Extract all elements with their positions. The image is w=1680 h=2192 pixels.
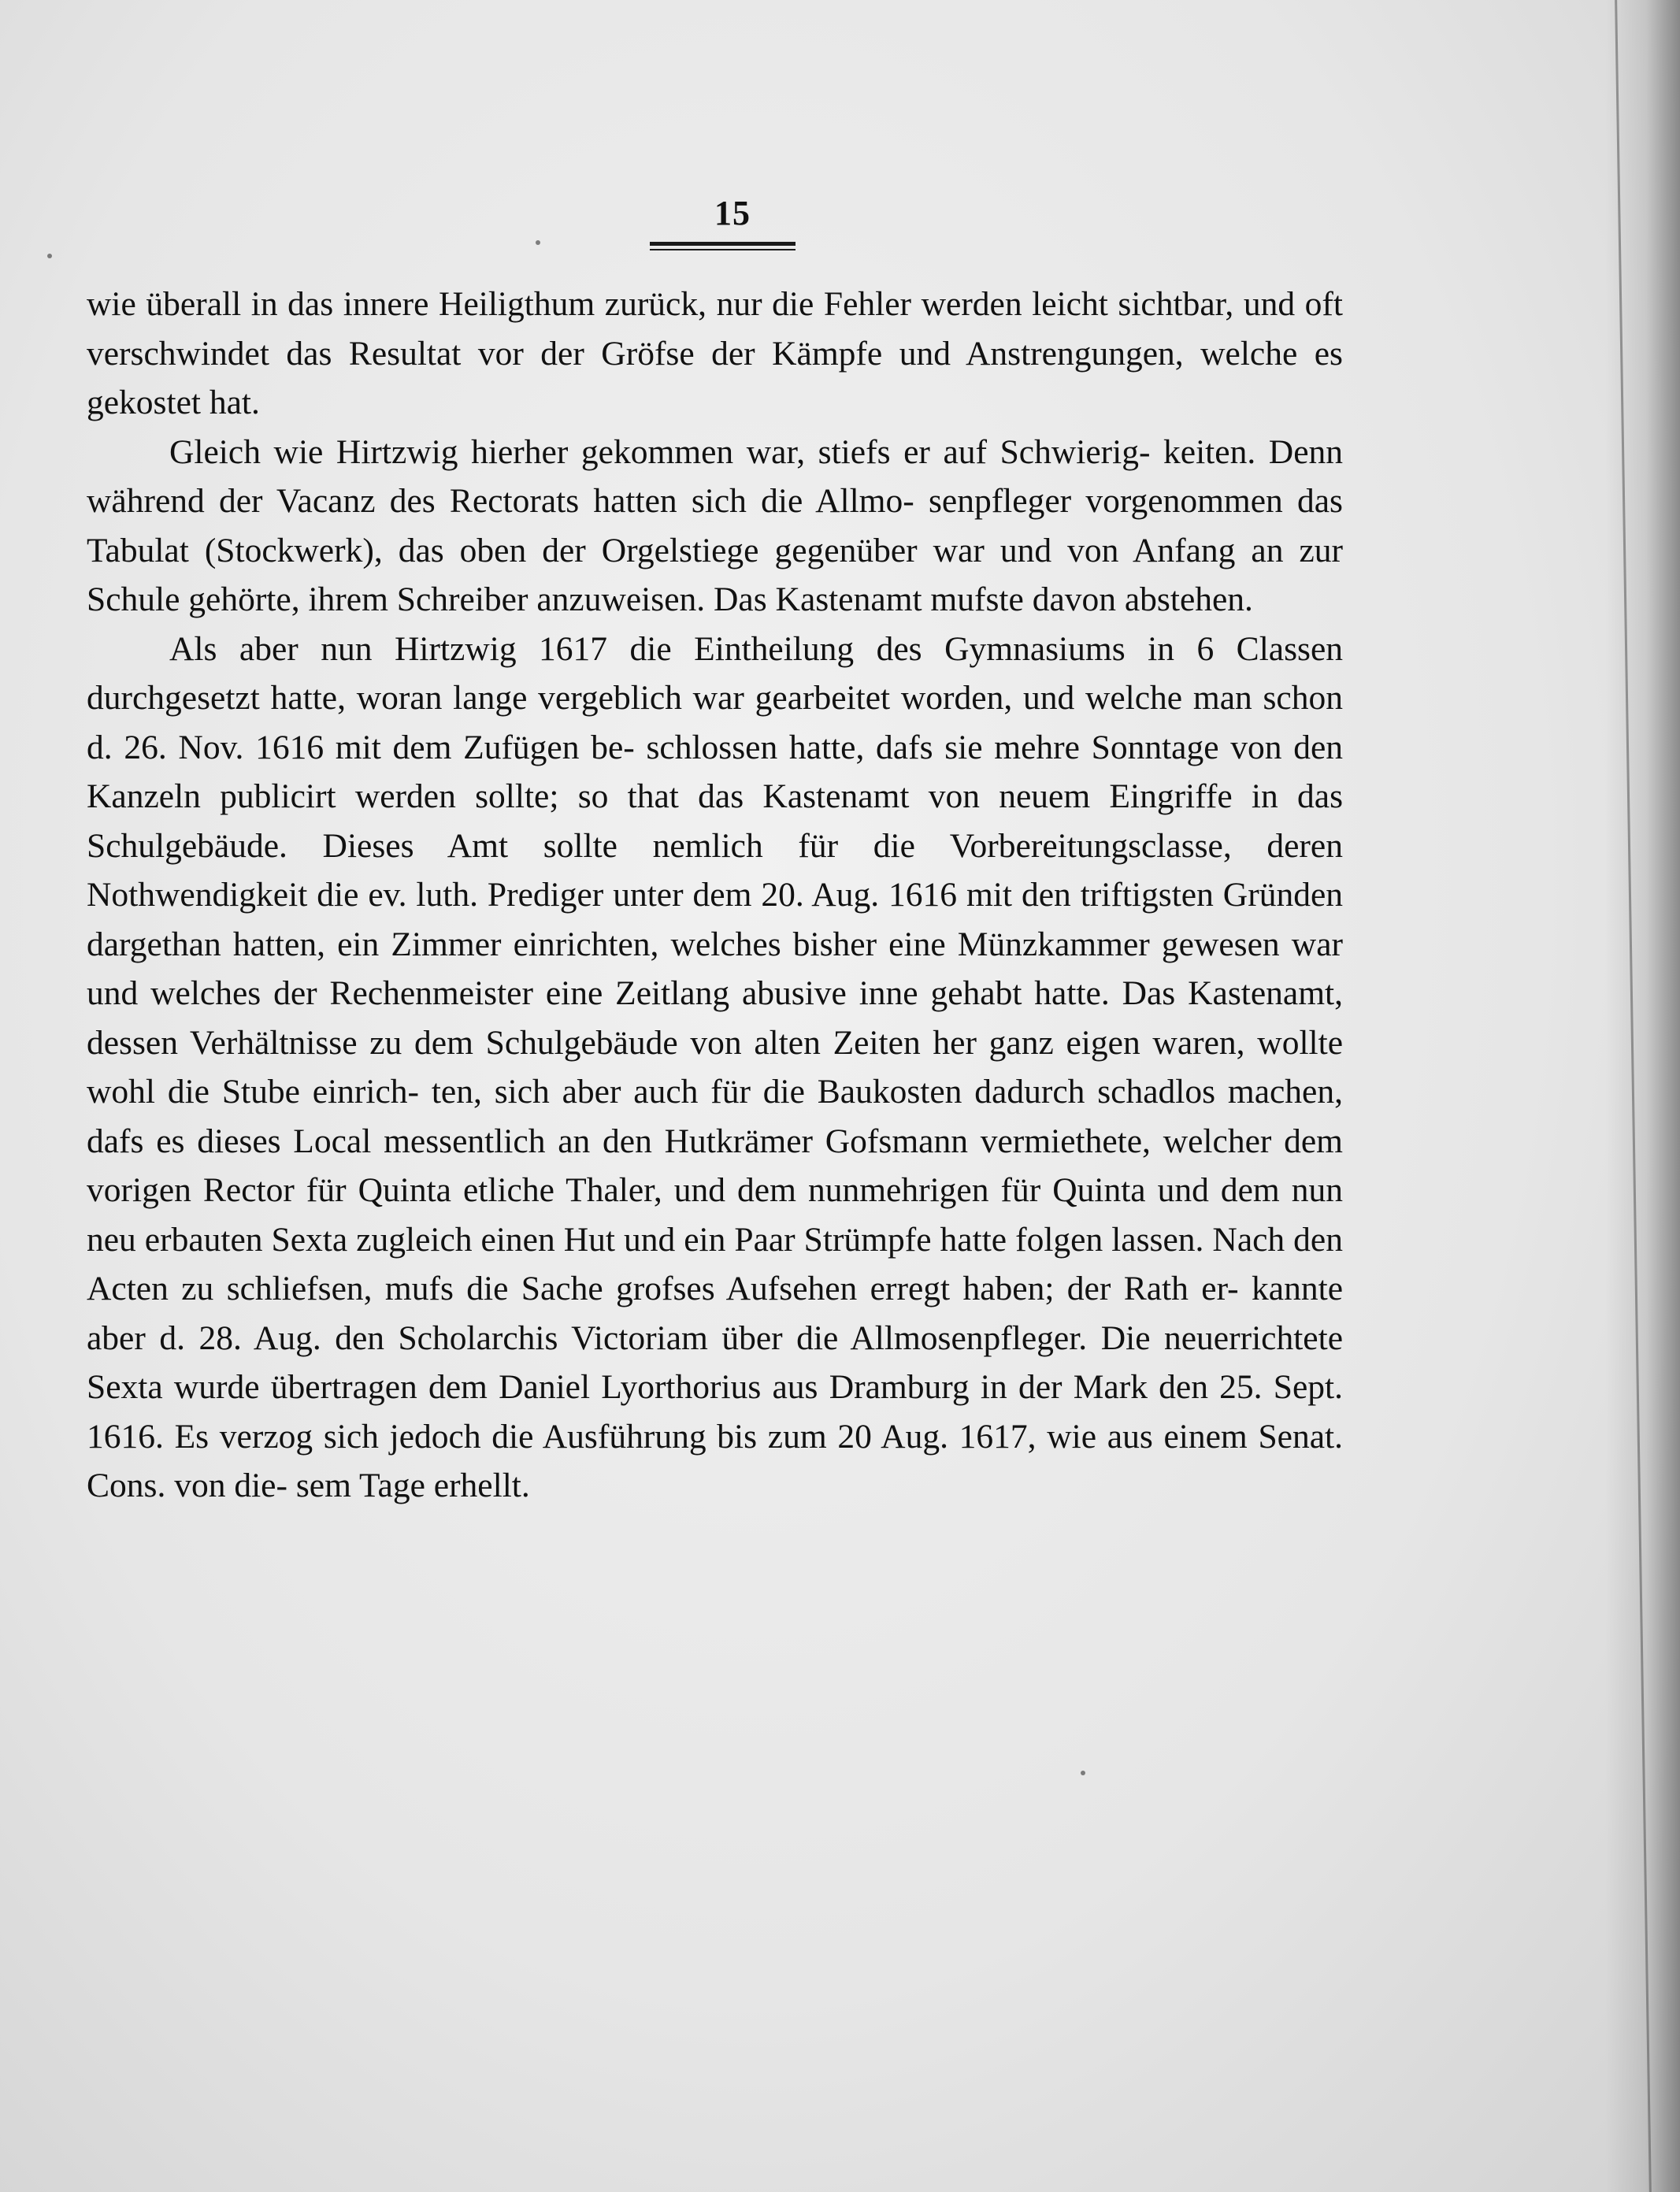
- text-line: keiten. Denn während der Vacanz des Rectorats hatten sich die Allmo-: [87, 432, 1343, 520]
- text-line: Dramburg in der Mark den 25. Sept. 1616. Es verzog sich jedoch die: [87, 1368, 1343, 1456]
- text-line: wie überall in das innere Heiligthum zurück, nur die Fehler werden leicht: [87, 285, 1108, 323]
- text-line: es dieses Local messentlich an den Hutkrämer Gofsmann vermiethete,: [156, 1122, 1151, 1160]
- text-line: Ausführung bis zum 20 Aug. 1617, wie aus einem Senat. Cons. von die-: [87, 1417, 1343, 1504]
- text-line: Gleich wie Hirtzwig hierher gekommen war, stiefs er auf Schwierig-: [169, 432, 1151, 471]
- text-line: sem Tage erhellt.: [295, 1467, 530, 1504]
- header-rule: [650, 242, 795, 246]
- text-line: Als aber nun Hirtzwig 1617 die Eintheilung des Gymnasiums in: [169, 629, 1174, 668]
- text-line: gegenüber war und von Anfang an zur Schule gehörte, ihrem Schreiber: [87, 531, 1343, 618]
- text-line: nunmehrigen für Quinta und dem nun neu erbauten Sexta zugleich einen: [87, 1171, 1344, 1259]
- paper-speck: [47, 254, 52, 258]
- page-edge-shadow: [1605, 0, 1680, 2192]
- text-line: Anstrengungen, welche es gekostet hat.: [87, 334, 1343, 421]
- header-rule-thin: [650, 249, 795, 250]
- body-text: [87, 280, 1343, 1511]
- text-line: anzuweisen. Das Kastenamt mufste davon abstehen.: [536, 580, 1253, 618]
- text-line: ev. luth. Prediger unter dem 20. Aug. 1616 mit den triftigsten Gründen: [368, 876, 1344, 914]
- paper-speck: [536, 240, 540, 245]
- text-line: gewesen war und welches der Rechenmeister eine Zeitlang abusive inne: [87, 925, 1343, 1012]
- text-line: ten, sich aber auch für die Baukosten dadurch schadlos machen, dafs: [87, 1073, 1343, 1160]
- text-line: 6 Classen durchgesetzt hatte, woran lange vergeblich war gearbeitet: [87, 629, 1344, 717]
- text-line: welcher dem vorigen Rector für Quinta etliche Thaler, und dem: [87, 1122, 1344, 1209]
- paragraph-3: [87, 625, 1343, 1511]
- page-number: 15: [714, 194, 751, 232]
- text-line: sollte; so that das Kastenamt von neuem Eingriffe in das Schulgebäude. Dieses: [87, 777, 1343, 865]
- text-line: Die neuerrichtete Sexta wurde übertragen dem Daniel Lyorthorius aus: [87, 1319, 1343, 1406]
- paragraph-1: [87, 280, 1343, 428]
- text-line: schlossen hatte, dafs sie mehre Sonntage von den Kanzeln publicirt werden: [87, 728, 1344, 815]
- text-line: worden, und welche man schon d. 26. Nov. 1616 mit dem Zufügen be-: [87, 679, 1343, 766]
- text-line: Hut und ein Paar Strümpfe hatte folgen lassen. Nach den Acten zu: [87, 1220, 1343, 1307]
- text-line: schliefsen, mufs die Sache grofses Aufsehen erregt haben; der Rath er-: [226, 1270, 1239, 1307]
- text-line: kannte aber d. 28. Aug. den Scholarchis Victoriam über die Allmosenpfleger.: [87, 1270, 1343, 1357]
- text-line: von alten Zeiten her ganz eigen waren, wollte wohl die Stube einrich-: [87, 1023, 1344, 1111]
- paper-speck: [1081, 1771, 1085, 1775]
- text-line: gehabt hatte. Das Kastenamt, dessen Verhältnisse zu dem Schulgebäude: [87, 974, 1343, 1062]
- text-line: dargethan hatten, ein Zimmer einrichten, welches bisher eine Münzkammer: [87, 925, 1150, 963]
- text-line: sichtbar, und oft verschwindet das Resultat vor der Gröfse der Kämpfe und: [87, 285, 1344, 373]
- text-line: Amt sollte nemlich für die Vorbereitungsclasse, deren Nothwendigkeit die: [87, 826, 1343, 914]
- text-line: senpfleger vorgenommen das Tabulat (Stockwerk), das oben der Orgelstiege: [87, 482, 1343, 569]
- paragraph-2: [87, 428, 1343, 625]
